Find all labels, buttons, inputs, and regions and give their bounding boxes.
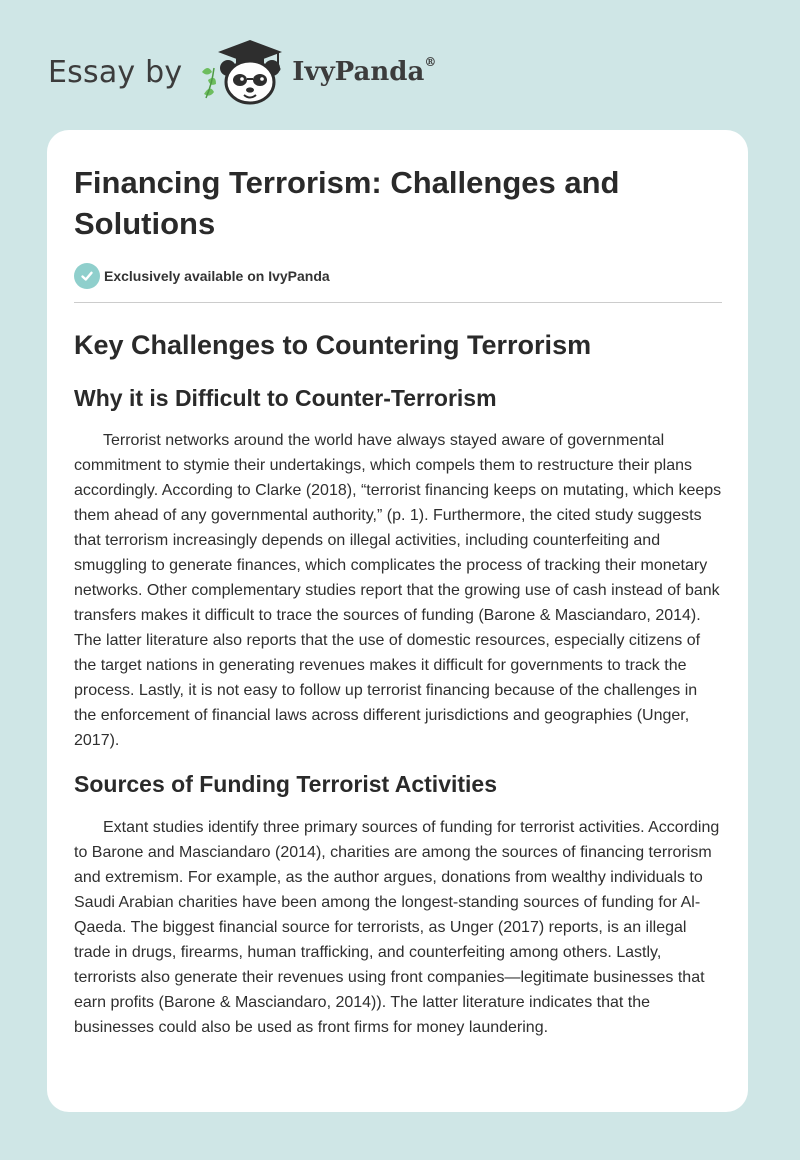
page-title: Financing Terrorism: Challenges and Solutions xyxy=(74,165,620,241)
brand-name: IvyPanda® xyxy=(292,55,437,87)
subsection-heading-sources: Sources of Funding Terrorist Activities xyxy=(74,771,498,797)
paragraph-sources: Extant studies identify three primary sources of funding for terrorist activities. According to Barone and Masciandaro (2014), charities are among the sources of financing terrorism and extremism. For example, as the author argues, donations from wealthy individuals to Saudi Arabian charities have been among the longest-standing sources of funding for Al-Qaeda. The biggest financial source for terrorists, as Unger (2017) reports, is an illegal trade in drugs, firearms, human trafficking, and counterfeiting among others. Lastly, terrorists also generate their revenues using front companies—legitimate businesses that earn profits (Barone & Masciandaro, 2014)). The latter literature indicates that the businesses could also be used as front firms for money laundering. xyxy=(74,819,720,1036)
panda-logo-icon xyxy=(196,36,288,108)
exclusive-badge xyxy=(74,262,722,290)
paragraph-difficulty: Terrorist networks around the world have always stayed aware of governmental commitment to stymie their undertakings, which compels them to restructure their plans accordingly. According to Clarke (2018), “terrorist financing keeps on mutating, which keeps them ahead of any governmental authority,” (p. 1). Furthermore, the cited study suggests that terrorism increasingly depends on illegal activities, including counterfeiting and smuggling to generate finances, which complicates the process of tracking their monetary networks. Other complementary studies report that the growing use of cash instead of bank transfers makes it difficult to trace the sources of funding (Barone & Masciandaro, 2014). The latter literature also reports that the use of domestic resources, especially citizens of the target nations in generating revenues makes it difficult for governments to track the process. Lastly, it is not easy to follow up terrorist financing because of the challenges in the enforcement of financial laws across different jurisdictions and geographies (Unger, 2017). xyxy=(74,432,722,749)
section-heading: Key Challenges to Countering Terrorism xyxy=(74,330,592,360)
subsection-heading-difficulty: Why it is Difficult to Counter-Terrorism xyxy=(74,385,497,411)
brand-prefix: Essay by xyxy=(48,54,183,90)
badge-text: Exclusively available on IvyPanda xyxy=(104,268,330,284)
divider xyxy=(74,302,722,303)
essay-card xyxy=(47,130,748,1112)
brand-header[interactable] xyxy=(48,36,436,108)
check-icon xyxy=(74,263,100,289)
